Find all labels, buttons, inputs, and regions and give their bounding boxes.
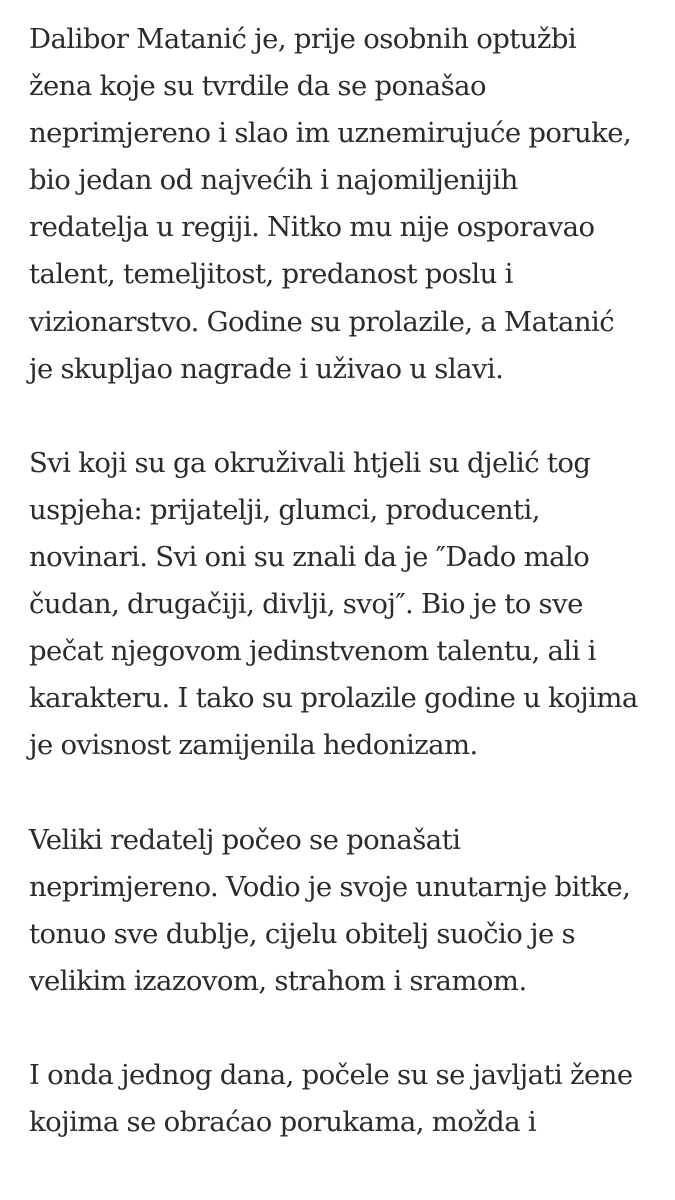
text-line: pečat njegovom jedinstvenom talentu, ali i — [29, 635, 596, 668]
text-line: je skupljao nagrade i uživao u slavi. — [29, 352, 504, 385]
text-line: kojima se obraćao porukama, možda i — [29, 1106, 537, 1139]
text-line: neprimjereno i slao im uznemirujuće poruke, — [29, 117, 632, 150]
text-line: Svi koji su ga okruživali htjeli su djelić tog — [29, 446, 591, 479]
text-line: uspjeha: prijatelji, glumci, producenti, — [29, 493, 540, 526]
text-line: talent, temeljitost, predanost poslu i — [29, 258, 513, 291]
text-line: vizionarstvo. Godine su prolazile, a Matanić — [29, 305, 615, 338]
text-line: redatelja u regiji. Nitko mu nije osporavao — [29, 211, 595, 244]
text-line: je ovisnost zamijenila hedonizam. — [29, 729, 478, 762]
article-paragraph — [29, 1052, 669, 1146]
text-line: karakteru. I tako su prolazile godine u kojima — [29, 682, 638, 715]
article-body — [29, 16, 669, 1193]
text-line: I onda jednog dana, počele su se javljati žene — [29, 1059, 633, 1092]
text-line: žena koje su tvrdile da se ponašao — [29, 70, 486, 103]
text-line: tonuo sve dublje, cijelu obitelj suočio je s — [29, 917, 576, 950]
article-paragraph — [29, 440, 669, 770]
text-line: neprimjereno. Vodio je svoje unutarnje bitke, — [29, 870, 631, 903]
text-line: novinari. Svi oni su znali da je ″Dado malo — [29, 541, 590, 574]
text-line: čudan, drugačiji, divlji, svoj″. Bio je to sve — [29, 588, 583, 621]
text-line: Dalibor Matanić je, prije osobnih optužbi — [29, 23, 577, 55]
article-paragraph — [29, 16, 669, 393]
text-line: Veliki redatelj počeo se ponašati — [29, 823, 461, 856]
text-line: velikim izazovom, strahom i sramom. — [29, 964, 527, 997]
article-paragraph — [29, 817, 669, 1005]
text-line: bio jedan od najvećih i najomiljenijih — [29, 164, 518, 197]
